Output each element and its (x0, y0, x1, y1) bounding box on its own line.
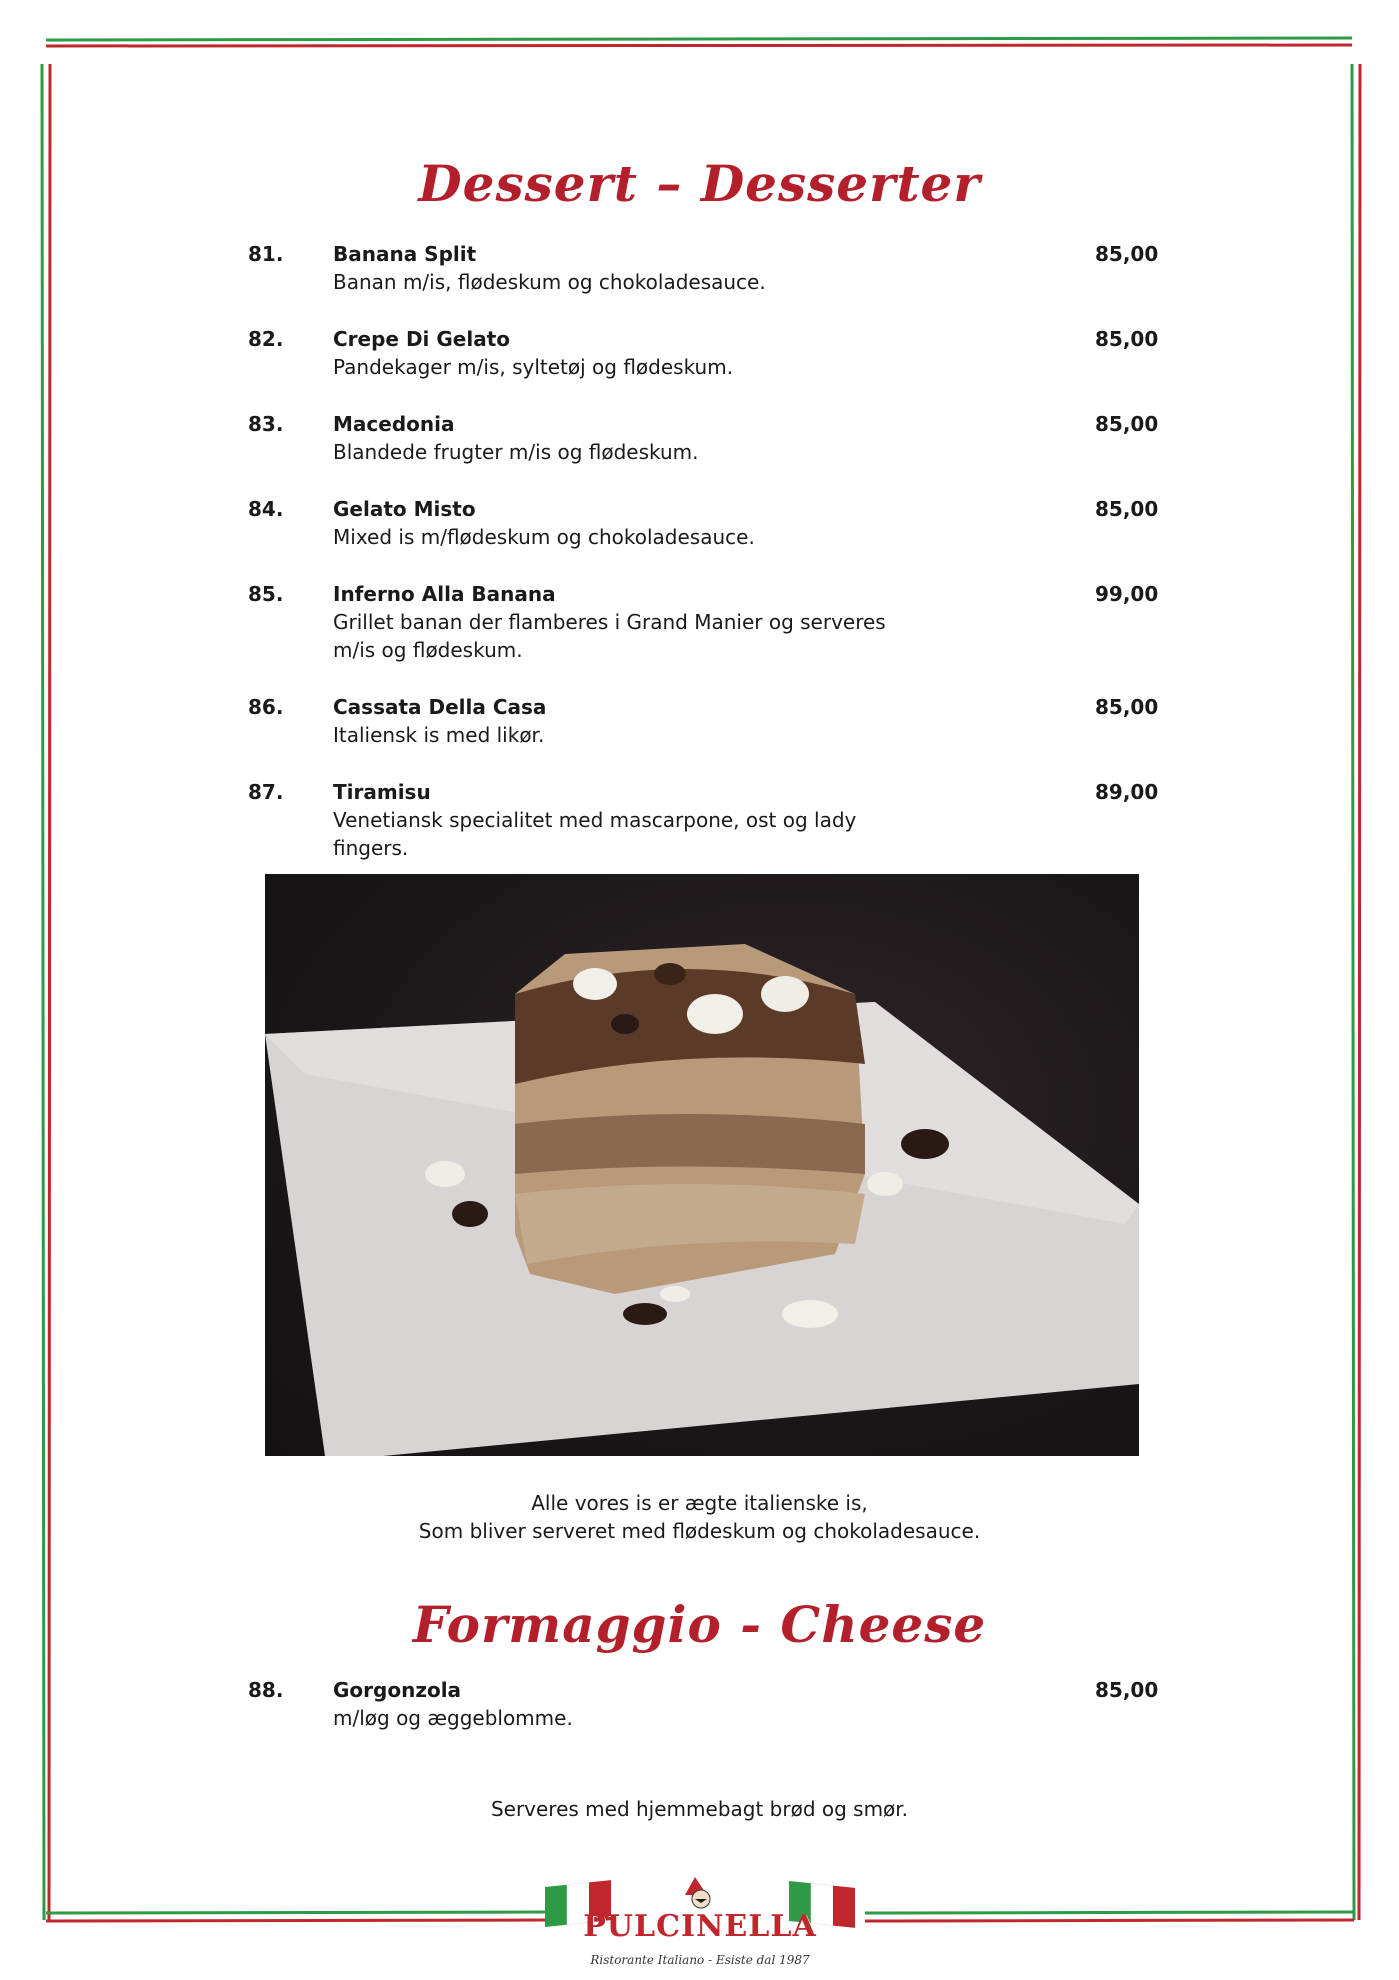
item-price: 85,00 (1095, 327, 1159, 351)
ice-cream-note-line: Alle vores is er ægte italienske is, (531, 1491, 868, 1515)
item-name: Gelato Misto (333, 497, 476, 521)
item-description: Italiensk is med likør. (333, 723, 545, 747)
item-price: 85,00 (1095, 412, 1159, 436)
item-description (333, 608, 933, 664)
bread-note: Serveres med hjemmebagt brød og smør. (490, 1797, 909, 1821)
item-name: Macedonia (333, 412, 455, 436)
item-number: 85. (248, 582, 284, 606)
item-name: Tiramisu (333, 780, 431, 804)
ice-cream-note-line: Som bliver serveret med flødeskum og chokoladesauce. (418, 1519, 981, 1543)
item-description: Blandede frugter m/is og flødeskum. (333, 440, 699, 464)
pulcinella-mascot-icon (685, 1877, 710, 1908)
item-price: 85,00 (1095, 1678, 1159, 1702)
item-price: 99,00 (1095, 582, 1159, 606)
item-number: 87. (248, 780, 284, 804)
item-price: 85,00 (1095, 695, 1159, 719)
item-number: 82. (248, 327, 284, 351)
logo-name: PULCINELLA (583, 1909, 817, 1944)
item-number: 86. (248, 695, 284, 719)
pulcinella-logo (545, 1873, 855, 1973)
item-name: Cassata Della Casa (333, 695, 547, 719)
item-number: 88. (248, 1678, 284, 1702)
item-description: Venetiansk specialitet med mascarpone, ost og lady fingers. (333, 808, 857, 860)
item-name: Banana Split (333, 242, 477, 266)
item-number: 84. (248, 497, 284, 521)
item-description: Banan m/is, flødeskum og chokoladesauce. (333, 270, 766, 294)
logo-tagline: Ristorante Italiano - Esiste dal 1987 (590, 1953, 810, 1967)
item-description: m/løg og æggeblomme. (333, 1706, 573, 1730)
tiramisu-photo (265, 874, 1139, 1456)
item-price: 89,00 (1095, 780, 1159, 804)
item-number: 81. (248, 242, 284, 266)
item-description-line: m/is og flødeskum. (333, 638, 523, 662)
dessert-heading: Dessert – Desserter (418, 154, 981, 213)
item-number: 83. (248, 412, 284, 436)
ice-cream-note (0, 1489, 1399, 1545)
item-description: Pandekager m/is, syltetøj og flødeskum. (333, 355, 734, 379)
item-price: 85,00 (1095, 242, 1159, 266)
item-description-line: Grillet banan der flamberes i Grand Manier og serveres (333, 610, 886, 634)
cheese-heading: Formaggio - Cheese (412, 1595, 987, 1654)
item-price: 85,00 (1095, 497, 1159, 521)
item-name: Crepe Di Gelato (333, 327, 511, 351)
item-name: Inferno Alla Banana (333, 582, 556, 606)
item-description: Mixed is m/flødeskum og chokoladesauce. (333, 525, 755, 549)
item-name: Gorgonzola (333, 1678, 462, 1702)
